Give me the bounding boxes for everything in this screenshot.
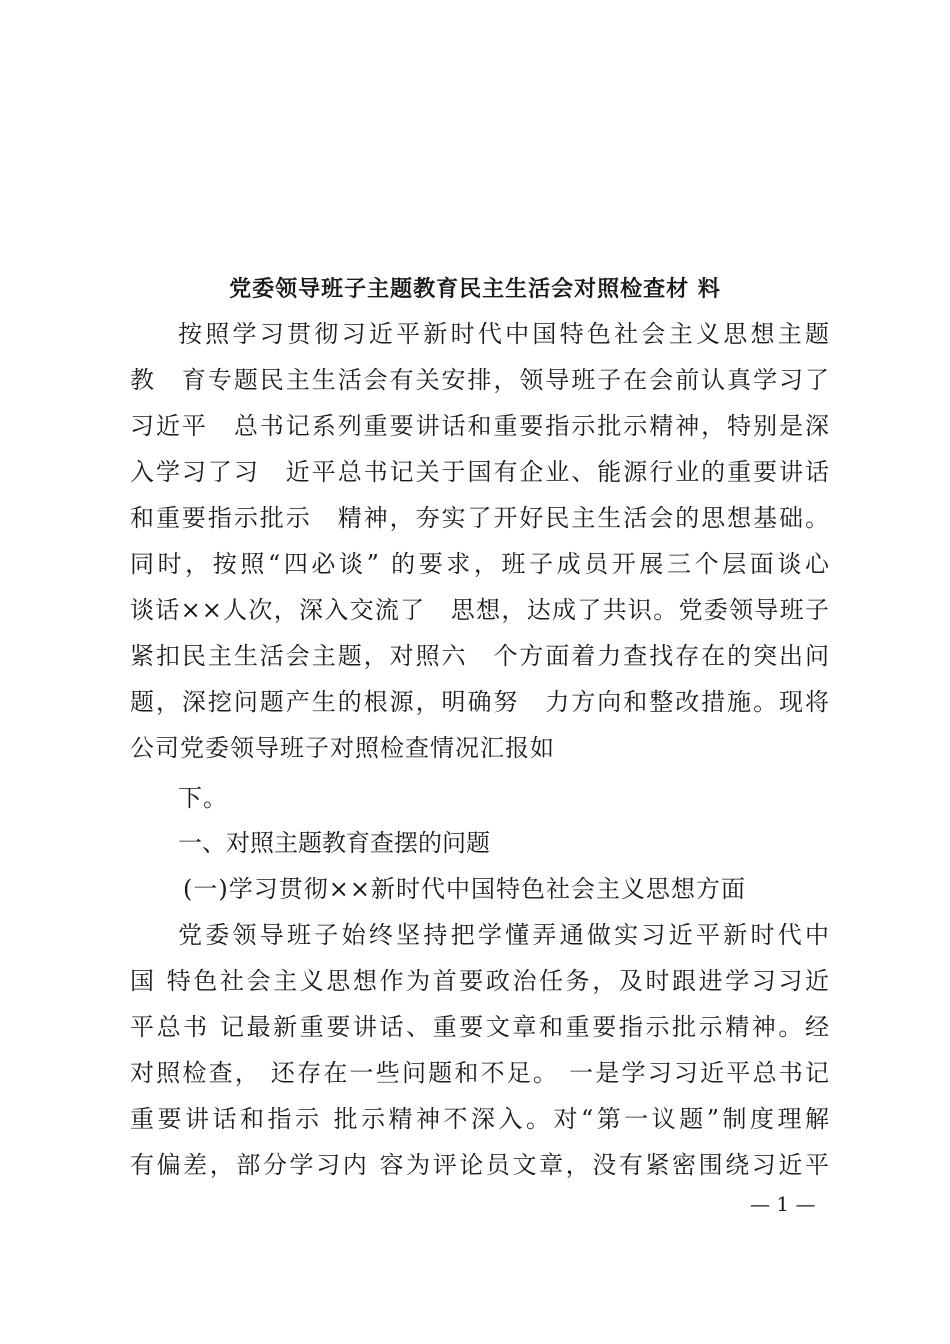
paragraph-line: 国 特色社会主义思想作为首要政治任务，及时跟进学习习近 <box>130 967 830 995</box>
paragraph-line: 同时，按照“四必谈” 的要求，班子成员开展三个层面谈心 <box>130 550 830 578</box>
paragraph-line: 下。 <box>178 784 228 812</box>
subsection-heading: (一)学习贯彻××新时代中国特色社会主义思想方面 <box>183 875 746 903</box>
paragraph-line: 和重要指示批示 精神，夯实了开好民主生活会的思想基础。 <box>130 504 830 532</box>
paragraph-line: 平总书 记最新重要讲话、重要文章和重要指示批示精神。经 <box>130 1013 830 1041</box>
paragraph-line: 有偏差，部分学习内 容为评论员文章，没有紧密围绕习近平 <box>130 1151 830 1179</box>
paragraph-line: 教 育专题民主生活会有关安排，领导班子在会前认真学习了 <box>130 366 830 394</box>
paragraph-line: 紧扣民主生活会主题，对照六 个方面着力查找存在的突出问 <box>130 642 830 670</box>
page-number: — 1 — <box>750 1192 816 1216</box>
paragraph-line: 重要讲话和指示 批示精神不深入。对“第一议题”制度理解 <box>130 1105 830 1133</box>
paragraph-line: 题，深挖问题产生的根源，明确努 力方向和整改措施。现将 <box>130 688 830 716</box>
paragraph-line: 党委领导班子始终坚持把学懂弄通做实习近平新时代中 <box>178 921 830 949</box>
paragraph-line: 谈话××人次，深入交流了 思想，达成了共识。党委领导班子 <box>130 596 830 624</box>
paragraph-line: 对照检查， 还存在一些问题和不足。 一是学习习近平总书记 <box>130 1059 830 1087</box>
paragraph-line: 入学习了习 近平总书记关于国有企业、能源行业的重要讲话 <box>130 458 830 486</box>
paragraph-line: 习近平 总书记系列重要讲话和重要指示批示精神，特别是深 <box>130 412 830 440</box>
document-title: 党委领导班子主题教育民主生活会对照检查材 料 <box>229 276 721 302</box>
paragraph-line: 按照学习贯彻习近平新时代中国特色社会主义思想主题 <box>178 320 830 348</box>
paragraph-line: 公司党委领导班子对照检查情况汇报如 <box>130 734 555 762</box>
section-heading: 一、对照主题教育查摆的问题 <box>178 829 490 857</box>
